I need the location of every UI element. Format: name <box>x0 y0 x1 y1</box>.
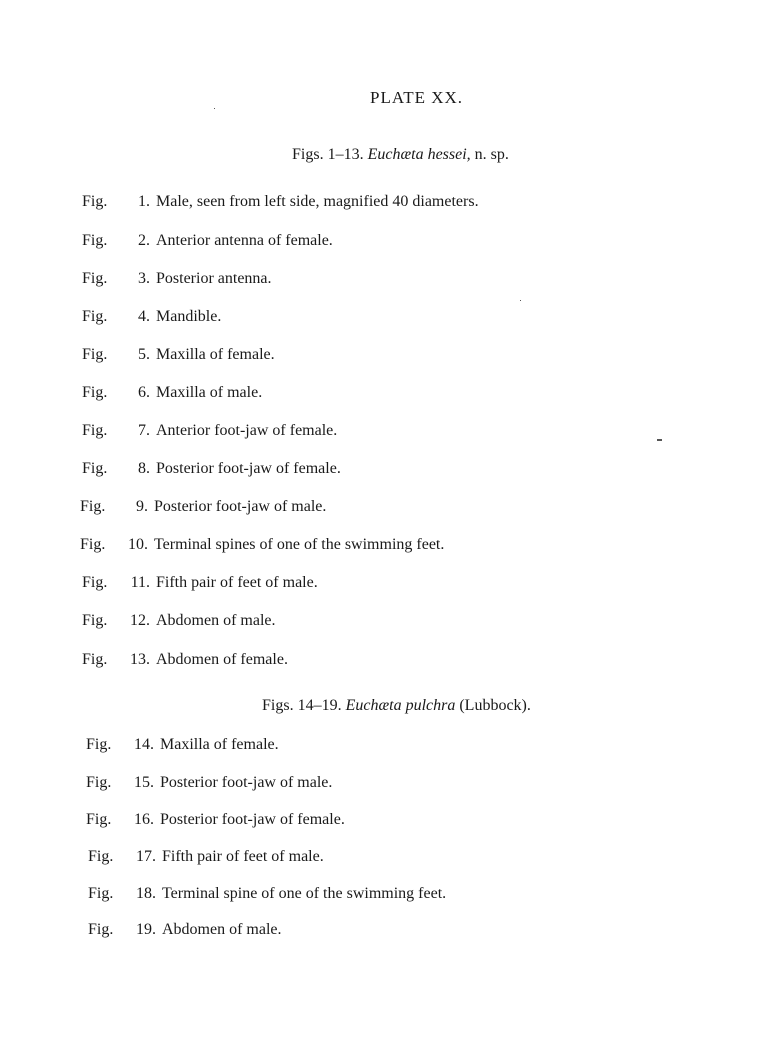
fig-label: Fig. <box>86 774 112 791</box>
fig-label: Fig. <box>86 736 112 753</box>
figure-entry <box>86 774 332 792</box>
fig-description: Fifth pair of feet of male. <box>156 574 318 591</box>
figure-entry <box>88 848 324 866</box>
fig-label: Fig. <box>88 921 114 938</box>
fig-number: 1. <box>138 193 150 210</box>
plate-title: PLATE XX. <box>370 88 464 107</box>
figure-entry <box>82 612 276 630</box>
scan-speck <box>657 439 662 441</box>
fig-label: Fig. <box>82 574 108 591</box>
fig-label: Fig. <box>82 308 108 325</box>
fig-description: Posterior foot-jaw of male. <box>154 498 327 515</box>
figure-entry <box>82 422 337 440</box>
figure-entry <box>82 232 333 250</box>
fig-description: Abdomen of male. <box>162 921 282 938</box>
fig-number: 14. <box>134 736 154 753</box>
figure-entry <box>82 574 318 592</box>
section-1-suffix: n. sp. <box>474 146 509 163</box>
figure-entry <box>82 193 479 211</box>
fig-number: 16. <box>134 811 154 828</box>
section-heading-2 <box>262 697 531 715</box>
figure-entry <box>82 308 221 326</box>
fig-number: 8. <box>138 460 150 477</box>
fig-label: Fig. <box>82 612 108 629</box>
fig-description: Anterior antenna of female. <box>156 232 333 249</box>
figure-entry <box>80 536 444 554</box>
scan-speck <box>214 108 215 109</box>
fig-description: Male, seen from left side, magnified 40 diameters. <box>156 193 479 210</box>
fig-label: Fig. <box>88 848 114 865</box>
fig-number: 19. <box>136 921 156 938</box>
section-1-species: Euchæta hessei, <box>367 146 471 163</box>
fig-description: Posterior foot-jaw of male. <box>160 774 333 791</box>
fig-number: 17. <box>136 848 156 865</box>
fig-description: Posterior antenna. <box>156 270 272 287</box>
figure-entry <box>82 384 262 402</box>
fig-description: Maxilla of female. <box>156 346 275 363</box>
scan-speck <box>520 300 521 301</box>
section-heading-1 <box>292 146 509 164</box>
fig-number: 7. <box>138 422 150 439</box>
fig-number: 9. <box>136 498 148 515</box>
fig-description: Abdomen of male. <box>156 612 276 629</box>
fig-label: Fig. <box>82 346 108 363</box>
figure-entry <box>86 736 279 754</box>
fig-label: Fig. <box>82 651 108 668</box>
fig-label: Fig. <box>80 536 106 553</box>
fig-label: Fig. <box>88 885 114 902</box>
fig-number: 4. <box>138 308 150 325</box>
figure-entry <box>80 498 326 516</box>
section-2-species: Euchæta pulchra <box>345 697 456 714</box>
figure-entry <box>82 270 272 288</box>
fig-number: 13. <box>130 651 150 668</box>
figure-entry <box>88 885 446 903</box>
fig-label: Fig. <box>82 193 108 210</box>
fig-label: Fig. <box>80 498 106 515</box>
fig-label: Fig. <box>82 422 108 439</box>
fig-description: Mandible. <box>156 308 222 325</box>
fig-number: 2. <box>138 232 150 249</box>
fig-label: Fig. <box>82 460 108 477</box>
fig-description: Fifth pair of feet of male. <box>162 848 324 865</box>
fig-description: Abdomen of female. <box>156 651 288 668</box>
fig-label: Fig. <box>82 232 108 249</box>
section-1-prefix: Figs. 1–13. <box>292 146 364 163</box>
fig-description: Anterior foot-jaw of female. <box>156 422 338 439</box>
fig-description: Terminal spines of one of the swimming feet. <box>154 536 445 553</box>
fig-label: Fig. <box>82 384 108 401</box>
fig-description: Maxilla of male. <box>156 384 263 401</box>
fig-label: Fig. <box>86 811 112 828</box>
fig-number: 15. <box>134 774 154 791</box>
fig-description: Terminal spine of one of the swimming feet. <box>162 885 447 902</box>
section-2-suffix: (Lubbock). <box>459 697 531 714</box>
fig-description: Posterior foot-jaw of female. <box>156 460 341 477</box>
figure-entry <box>82 346 275 364</box>
fig-number: 5. <box>138 346 150 363</box>
figure-entry <box>86 811 345 829</box>
fig-number: 6. <box>138 384 150 401</box>
fig-number: 10. <box>128 536 148 553</box>
fig-number: 11. <box>130 574 150 591</box>
fig-number: 18. <box>136 885 156 902</box>
fig-label: Fig. <box>82 270 108 287</box>
fig-description: Posterior foot-jaw of female. <box>160 811 345 828</box>
fig-number: 3. <box>138 270 150 287</box>
figure-entry <box>88 921 282 939</box>
fig-description: Maxilla of female. <box>160 736 279 753</box>
section-2-prefix: Figs. 14–19. <box>262 697 342 714</box>
fig-number: 12. <box>130 612 150 629</box>
figure-entry <box>82 651 288 669</box>
figure-entry <box>82 460 341 478</box>
